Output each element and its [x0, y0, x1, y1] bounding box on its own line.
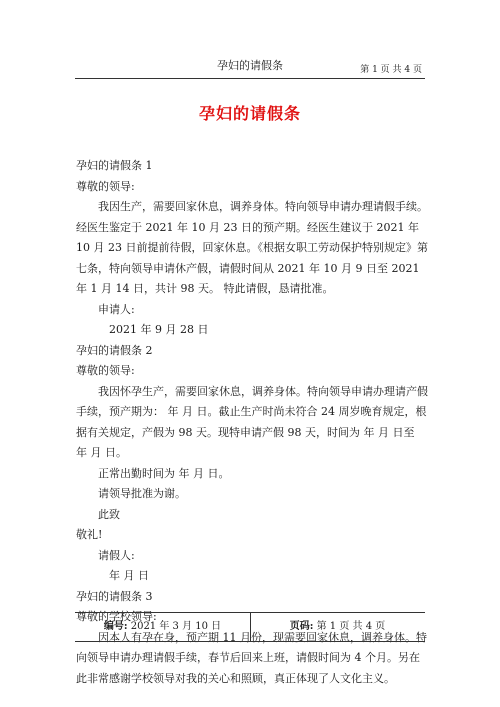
header-rule	[75, 78, 425, 79]
header-title: 孕妇的请假条	[217, 59, 283, 72]
applicant-label: 请假人:	[98, 548, 135, 562]
request-line: 请领导批准为谢。	[98, 487, 186, 500]
applicant-label: 申请人:	[98, 302, 135, 316]
closing-jing-li: 敬礼!	[76, 528, 103, 541]
closing-ci-zhi: 此致	[98, 507, 120, 521]
document-body	[76, 156, 428, 689]
footer-page-label: 页码:	[289, 621, 314, 632]
return-line: 正常出勤时间为 年 月 日。	[98, 466, 230, 480]
sign-date: 年 月 日	[109, 569, 149, 582]
sign-date: 2021 年 9 月 28 日	[109, 323, 209, 336]
section-heading: 孕妇的请假条 1	[76, 159, 153, 172]
body-paragraph: 我因生产，需要回家休息，调养身体。特向领导申请办理请假手续。经医生鉴定于 2021 年 10 月 23 日的预产期。经医生建议于 2021 年 10 月 23 日前提前待假，回家休息。《根据女职工劳动保护特别规定》第七条，特向领导申请休产假，请假时间从 2021 年 10 月 9 日至 2021 年 1 月 14 日，共计 98 天。 特此请假，恳请批准。	[76, 200, 428, 295]
greeting: 尊敬的领导:	[76, 364, 135, 377]
footer-code	[75, 613, 250, 641]
footer-code-label: 编号:	[103, 621, 128, 632]
greeting: 尊敬的领导:	[76, 179, 135, 193]
footer-page-value: 第 1 页 共 4 页	[316, 621, 386, 632]
footer-page	[250, 613, 425, 641]
body-paragraph: 因本人有孕在身，预产期 11 月份，现需要回家休息，调养身体。特向领导申请办理请假手续，春节后回来上班，请假时间为 4 个月。另在此非常感谢学校领导对我的关心和照顾，真正体现了人文化主义。	[76, 630, 427, 685]
header-page-info: 第 1 页 共 4 页	[360, 65, 422, 75]
greeting: 尊敬的学校领导:	[76, 610, 157, 623]
document-title: 孕妇的请假条	[198, 104, 301, 123]
footer-bar	[75, 612, 425, 642]
body-paragraph: 我因怀孕生产，需要回家休息，调养身体。特向领导申请办理请产假手续，预产期为： 年 月 日。截止生产时尚未符合 24 周岁晚育规定，根据有关规定，产假为 98 天。现特申请产假 98 天，时间为 年 月 日至 年 月 日。	[76, 384, 428, 459]
section-heading: 孕妇的请假条 2	[76, 343, 153, 357]
section-heading: 孕妇的请假条 3	[76, 589, 153, 603]
footer-code-value: 2021 年 3 月 10 日	[130, 621, 222, 632]
